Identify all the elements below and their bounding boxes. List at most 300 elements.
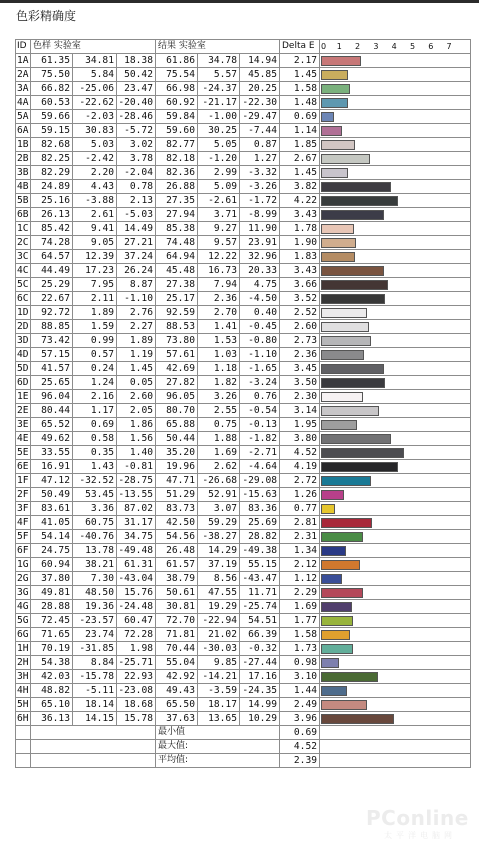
result-b: -0.13 — [240, 418, 280, 432]
delta-e-value: 3.96 — [280, 712, 320, 726]
delta-e-bar — [321, 630, 350, 640]
pconline-watermark — [366, 806, 469, 841]
delta-e-bar-cell — [320, 250, 471, 264]
delta-e-bar-cell — [320, 82, 471, 96]
sample-l: 65.52 — [31, 418, 73, 432]
delta-e-bar-cell — [320, 558, 471, 572]
scale-tick-label: 3 — [373, 42, 379, 51]
result-l: 88.53 — [156, 320, 198, 334]
table-row — [16, 446, 471, 460]
delta-e-value: 3.80 — [280, 432, 320, 446]
delta-e-value: 2.49 — [280, 698, 320, 712]
result-b: 32.96 — [240, 250, 280, 264]
sample-a: -23.57 — [73, 614, 117, 628]
delta-e-value: 1.78 — [280, 222, 320, 236]
delta-e-bar-cell — [320, 306, 471, 320]
result-a: 8.56 — [198, 572, 240, 586]
result-l: 38.79 — [156, 572, 198, 586]
patch-id: 3G — [17, 587, 29, 598]
delta-e-header: Delta E — [280, 40, 320, 54]
result-l: 45.48 — [156, 264, 198, 278]
result-b: -15.63 — [240, 488, 280, 502]
delta-e-bar-cell — [320, 460, 471, 474]
result-l: 42.69 — [156, 362, 198, 376]
scale-tick-label: 1 — [336, 42, 342, 51]
patch-id: 3B — [17, 167, 29, 178]
delta-e-value: 3.52 — [280, 292, 320, 306]
delta-e-bar-cell — [320, 502, 471, 516]
summary-label: 最小值 — [156, 726, 280, 740]
delta-e-bar-cell — [320, 474, 471, 488]
result-a: 5.09 — [198, 180, 240, 194]
patch-id: 3E — [17, 419, 29, 430]
patch-id: 1F — [17, 475, 29, 486]
sample-l: 25.65 — [31, 376, 73, 390]
result-l: 74.48 — [156, 236, 198, 250]
result-l: 82.18 — [156, 152, 198, 166]
table-row — [16, 558, 471, 572]
sample-l: 96.04 — [31, 390, 73, 404]
sample-b: 3.02 — [117, 138, 156, 152]
result-l: 85.38 — [156, 222, 198, 236]
result-l: 27.38 — [156, 278, 198, 292]
patch-id: 6F — [17, 545, 29, 556]
patch-id: 2F — [17, 489, 29, 500]
result-b: -0.45 — [240, 320, 280, 334]
patch-id: 5C — [17, 279, 29, 290]
delta-e-bar — [321, 266, 384, 276]
result-a: 19.29 — [198, 600, 240, 614]
result-b: -24.35 — [240, 684, 280, 698]
patch-id: 2C — [17, 237, 29, 248]
table-row — [16, 628, 471, 642]
table-row — [16, 278, 471, 292]
delta-e-bar-cell — [320, 320, 471, 334]
sample-l: 25.16 — [31, 194, 73, 208]
summary-value: 4.52 — [280, 740, 320, 754]
delta-e-value: 3.66 — [280, 278, 320, 292]
sample-a: 1.24 — [73, 376, 117, 390]
delta-e-bar — [321, 364, 384, 374]
sample-b: 18.68 — [117, 698, 156, 712]
watermark-brand: PConline — [366, 806, 469, 830]
result-a: 9.57 — [198, 236, 240, 250]
patch-id: 1C — [17, 223, 29, 234]
sample-b: -23.08 — [117, 684, 156, 698]
delta-e-value: 1.90 — [280, 236, 320, 250]
result-l: 37.63 — [156, 712, 198, 726]
result-a: 2.62 — [198, 460, 240, 474]
sample-b: 3.78 — [117, 152, 156, 166]
sample-b: 14.49 — [117, 222, 156, 236]
sample-a: 0.35 — [73, 446, 117, 460]
table-row — [16, 502, 471, 516]
result-l: 54.56 — [156, 530, 198, 544]
delta-e-bar — [321, 56, 361, 66]
sample-l: 41.57 — [31, 362, 73, 376]
result-b: -29.08 — [240, 474, 280, 488]
table-row — [16, 180, 471, 194]
delta-e-bar-cell — [320, 432, 471, 446]
table-row — [16, 656, 471, 670]
sample-b: -25.71 — [117, 656, 156, 670]
result-l: 61.86 — [156, 54, 198, 68]
sample-l: 16.91 — [31, 460, 73, 474]
delta-e-bar-cell — [320, 138, 471, 152]
patch-id: 3F — [17, 503, 29, 514]
result-l: 27.94 — [156, 208, 198, 222]
delta-e-bar-cell — [320, 236, 471, 250]
summary-blank — [16, 740, 31, 754]
result-b: 55.15 — [240, 558, 280, 572]
result-l: 42.50 — [156, 516, 198, 530]
sample-l: 44.49 — [31, 264, 73, 278]
patch-id: 1B — [17, 139, 29, 150]
table-row — [16, 222, 471, 236]
result-a: 1.88 — [198, 432, 240, 446]
table-row — [16, 320, 471, 334]
sample-a: 7.30 — [73, 572, 117, 586]
sample-a: 13.78 — [73, 544, 117, 558]
delta-e-bar — [321, 700, 367, 710]
table-row — [16, 110, 471, 124]
sample-l: 72.45 — [31, 614, 73, 628]
sample-l: 47.12 — [31, 474, 73, 488]
result-a: 18.17 — [198, 698, 240, 712]
sample-b: -20.40 — [117, 96, 156, 110]
patch-id: 5D — [17, 363, 29, 374]
delta-e-bar-cell — [320, 614, 471, 628]
delta-e-bar — [321, 224, 354, 234]
table-row — [16, 376, 471, 390]
sample-l: 88.85 — [31, 320, 73, 334]
sample-a: -40.76 — [73, 530, 117, 544]
patch-id: 4E — [17, 433, 29, 444]
delta-e-value: 1.73 — [280, 642, 320, 656]
delta-e-bar — [321, 574, 342, 584]
delta-e-value: 2.72 — [280, 474, 320, 488]
result-a: 3.71 — [198, 208, 240, 222]
delta-e-bar-cell — [320, 348, 471, 362]
delta-e-bar-cell — [320, 222, 471, 236]
table-row — [16, 236, 471, 250]
delta-e-bar-cell — [320, 110, 471, 124]
sample-a: -5.11 — [73, 684, 117, 698]
delta-e-bar — [321, 294, 385, 304]
sample-b: 22.93 — [117, 670, 156, 684]
result-l: 30.81 — [156, 600, 198, 614]
result-b: 20.25 — [240, 82, 280, 96]
delta-e-value: 1.95 — [280, 418, 320, 432]
sample-b: 2.76 — [117, 306, 156, 320]
sample-b: 1.98 — [117, 642, 156, 656]
result-b: 10.29 — [240, 712, 280, 726]
patch-id: 6D — [17, 377, 29, 388]
delta-e-bar — [321, 658, 339, 668]
sample-l: 64.57 — [31, 250, 73, 264]
delta-e-bar — [321, 686, 347, 696]
sample-b: -24.48 — [117, 600, 156, 614]
sample-b: 1.40 — [117, 446, 156, 460]
result-l: 82.77 — [156, 138, 198, 152]
patch-id: 4G — [17, 601, 29, 612]
delta-e-bar — [321, 602, 352, 612]
result-a: 2.55 — [198, 404, 240, 418]
sample-l: 92.72 — [31, 306, 73, 320]
sample-a: -2.42 — [73, 152, 117, 166]
result-l: 51.29 — [156, 488, 198, 502]
patch-id: 5G — [17, 615, 29, 626]
result-a: -26.68 — [198, 474, 240, 488]
sample-l: 24.75 — [31, 544, 73, 558]
patch-id: 3D — [17, 335, 29, 346]
delta-e-value: 0.69 — [280, 110, 320, 124]
delta-e-bar — [321, 448, 404, 458]
patch-id: 6E — [17, 461, 29, 472]
sample-b: -43.04 — [117, 572, 156, 586]
delta-e-bar — [321, 434, 391, 444]
result-l: 19.96 — [156, 460, 198, 474]
result-b: -0.54 — [240, 404, 280, 418]
sample-a: 2.16 — [73, 390, 117, 404]
delta-e-bar-cell — [320, 376, 471, 390]
summary-blank — [31, 740, 156, 754]
sample-a: 38.21 — [73, 558, 117, 572]
patch-id: 5A — [17, 111, 29, 122]
result-l: 71.81 — [156, 628, 198, 642]
result-b: -0.80 — [240, 334, 280, 348]
sample-a: 34.81 — [73, 54, 117, 68]
sample-a: 23.74 — [73, 628, 117, 642]
patch-id: 6B — [17, 209, 29, 220]
patch-id: 2E — [17, 405, 29, 416]
delta-e-bar — [321, 714, 394, 724]
delta-e-bar — [321, 196, 398, 206]
sample-b: 26.24 — [117, 264, 156, 278]
sample-a: 14.15 — [73, 712, 117, 726]
delta-e-value: 1.69 — [280, 600, 320, 614]
delta-e-bar-cell — [320, 572, 471, 586]
patch-id: 1G — [17, 559, 29, 570]
table-row — [16, 418, 471, 432]
patch-id: 4A — [17, 97, 29, 108]
table-row — [16, 600, 471, 614]
table-row — [16, 194, 471, 208]
sample-b: 18.38 — [117, 54, 156, 68]
sample-l: 48.82 — [31, 684, 73, 698]
sample-b: -2.04 — [117, 166, 156, 180]
table-row — [16, 264, 471, 278]
result-a: 9.27 — [198, 222, 240, 236]
sample-l: 22.67 — [31, 292, 73, 306]
result-l: 26.48 — [156, 544, 198, 558]
sample-b: 23.47 — [117, 82, 156, 96]
sample-a: 3.36 — [73, 502, 117, 516]
delta-e-bar — [321, 644, 353, 654]
sample-l: 54.38 — [31, 656, 73, 670]
result-l: 35.20 — [156, 446, 198, 460]
table-row — [16, 166, 471, 180]
patch-id: 1D — [17, 307, 29, 318]
result-l: 73.80 — [156, 334, 198, 348]
summary-value: 2.39 — [280, 754, 320, 768]
table-row — [16, 96, 471, 110]
sample-l: 42.03 — [31, 670, 73, 684]
delta-e-value: 3.50 — [280, 376, 320, 390]
result-a: 1.41 — [198, 320, 240, 334]
delta-e-value: 2.17 — [280, 54, 320, 68]
sample-l: 57.15 — [31, 348, 73, 362]
sample-l: 54.14 — [31, 530, 73, 544]
result-b: 17.16 — [240, 670, 280, 684]
patch-id: 1E — [17, 391, 29, 402]
color-accuracy-table — [15, 39, 471, 768]
delta-e-value: 2.12 — [280, 558, 320, 572]
id-header: ID — [16, 40, 31, 54]
delta-e-value: 3.43 — [280, 264, 320, 278]
sample-l: 66.82 — [31, 82, 73, 96]
result-b: 14.94 — [240, 54, 280, 68]
sample-b: -0.81 — [117, 460, 156, 474]
result-l: 60.92 — [156, 96, 198, 110]
delta-e-value: 4.22 — [280, 194, 320, 208]
summary-label: 最大值: — [156, 740, 280, 754]
delta-e-value: 1.45 — [280, 166, 320, 180]
delta-e-value: 4.19 — [280, 460, 320, 474]
result-l: 82.36 — [156, 166, 198, 180]
result-a: -21.17 — [198, 96, 240, 110]
result-l: 65.88 — [156, 418, 198, 432]
delta-e-bar — [321, 252, 355, 262]
table-row — [16, 586, 471, 600]
sample-a: -3.88 — [73, 194, 117, 208]
delta-e-bar — [321, 420, 357, 430]
result-b: 0.87 — [240, 138, 280, 152]
delta-e-bar — [321, 532, 363, 542]
result-l: 64.94 — [156, 250, 198, 264]
sample-a: 12.39 — [73, 250, 117, 264]
scale-header — [320, 40, 471, 54]
sample-a: 60.75 — [73, 516, 117, 530]
delta-e-value: 1.14 — [280, 124, 320, 138]
sample-l: 74.28 — [31, 236, 73, 250]
delta-e-bar — [321, 98, 348, 108]
sample-l: 60.94 — [31, 558, 73, 572]
delta-e-value: 2.81 — [280, 516, 320, 530]
result-b: 11.71 — [240, 586, 280, 600]
delta-e-bar — [321, 504, 335, 514]
sample-a: 0.99 — [73, 334, 117, 348]
delta-e-bar — [321, 280, 388, 290]
delta-e-bar-cell — [320, 404, 471, 418]
result-a: 3.07 — [198, 502, 240, 516]
sample-l: 49.81 — [31, 586, 73, 600]
sample-l: 24.89 — [31, 180, 73, 194]
patch-id: 4F — [17, 517, 29, 528]
sample-a: 19.36 — [73, 600, 117, 614]
result-a: 21.02 — [198, 628, 240, 642]
patch-id: 2H — [17, 657, 29, 668]
result-l: 25.17 — [156, 292, 198, 306]
delta-e-value: 0.98 — [280, 656, 320, 670]
sample-b: 15.78 — [117, 712, 156, 726]
summary-value: 0.69 — [280, 726, 320, 740]
delta-e-value: 1.44 — [280, 684, 320, 698]
header-row — [16, 40, 471, 54]
delta-e-bar — [321, 350, 364, 360]
result-l: 66.98 — [156, 82, 198, 96]
summary-blank — [16, 754, 31, 768]
sample-a: 30.83 — [73, 124, 117, 138]
delta-e-value: 2.36 — [280, 348, 320, 362]
result-a: 5.57 — [198, 68, 240, 82]
result-b: 20.33 — [240, 264, 280, 278]
top-border — [0, 0, 479, 3]
result-b: -27.44 — [240, 656, 280, 670]
sample-l: 59.15 — [31, 124, 73, 138]
sample-b: 60.47 — [117, 614, 156, 628]
delta-e-bar-cell — [320, 656, 471, 670]
delta-e-bar-cell — [320, 530, 471, 544]
summary-blank — [320, 754, 471, 768]
result-b: -1.10 — [240, 348, 280, 362]
result-a: -30.03 — [198, 642, 240, 656]
result-a: 9.85 — [198, 656, 240, 670]
sample-l: 60.53 — [31, 96, 73, 110]
sample-a: 0.57 — [73, 348, 117, 362]
patch-id: 2B — [17, 153, 29, 164]
result-b: -49.38 — [240, 544, 280, 558]
delta-e-value: 3.14 — [280, 404, 320, 418]
sample-b: 0.78 — [117, 180, 156, 194]
delta-e-bar-cell — [320, 334, 471, 348]
result-l: 75.54 — [156, 68, 198, 82]
table-row — [16, 670, 471, 684]
delta-e-value: 3.43 — [280, 208, 320, 222]
sample-l: 82.25 — [31, 152, 73, 166]
sample-b: 37.24 — [117, 250, 156, 264]
table-row — [16, 306, 471, 320]
delta-e-bar — [321, 168, 348, 178]
sample-b: -5.03 — [117, 208, 156, 222]
result-l: 59.60 — [156, 124, 198, 138]
result-a: 2.36 — [198, 292, 240, 306]
delta-e-bar-cell — [320, 670, 471, 684]
delta-e-bar — [321, 588, 363, 598]
page-title: 色彩精确度 — [16, 9, 77, 23]
scale-tick-label: 6 — [428, 42, 434, 51]
result-a: -14.21 — [198, 670, 240, 684]
summary-blank — [320, 726, 471, 740]
sample-b: 1.86 — [117, 418, 156, 432]
delta-e-bar-cell — [320, 698, 471, 712]
scale-tick-label: 7 — [446, 42, 452, 51]
result-a: 30.25 — [198, 124, 240, 138]
delta-e-bar — [321, 518, 372, 528]
table-row — [16, 614, 471, 628]
table-row — [16, 572, 471, 586]
sample-a: 9.41 — [73, 222, 117, 236]
delta-e-bar — [321, 210, 384, 220]
delta-e-value: 1.58 — [280, 82, 320, 96]
delta-e-bar-cell — [320, 264, 471, 278]
result-b: 0.40 — [240, 306, 280, 320]
sample-l: 70.19 — [31, 642, 73, 656]
sample-l: 49.62 — [31, 432, 73, 446]
result-b: -8.99 — [240, 208, 280, 222]
result-a: 3.26 — [198, 390, 240, 404]
sample-b: 1.19 — [117, 348, 156, 362]
